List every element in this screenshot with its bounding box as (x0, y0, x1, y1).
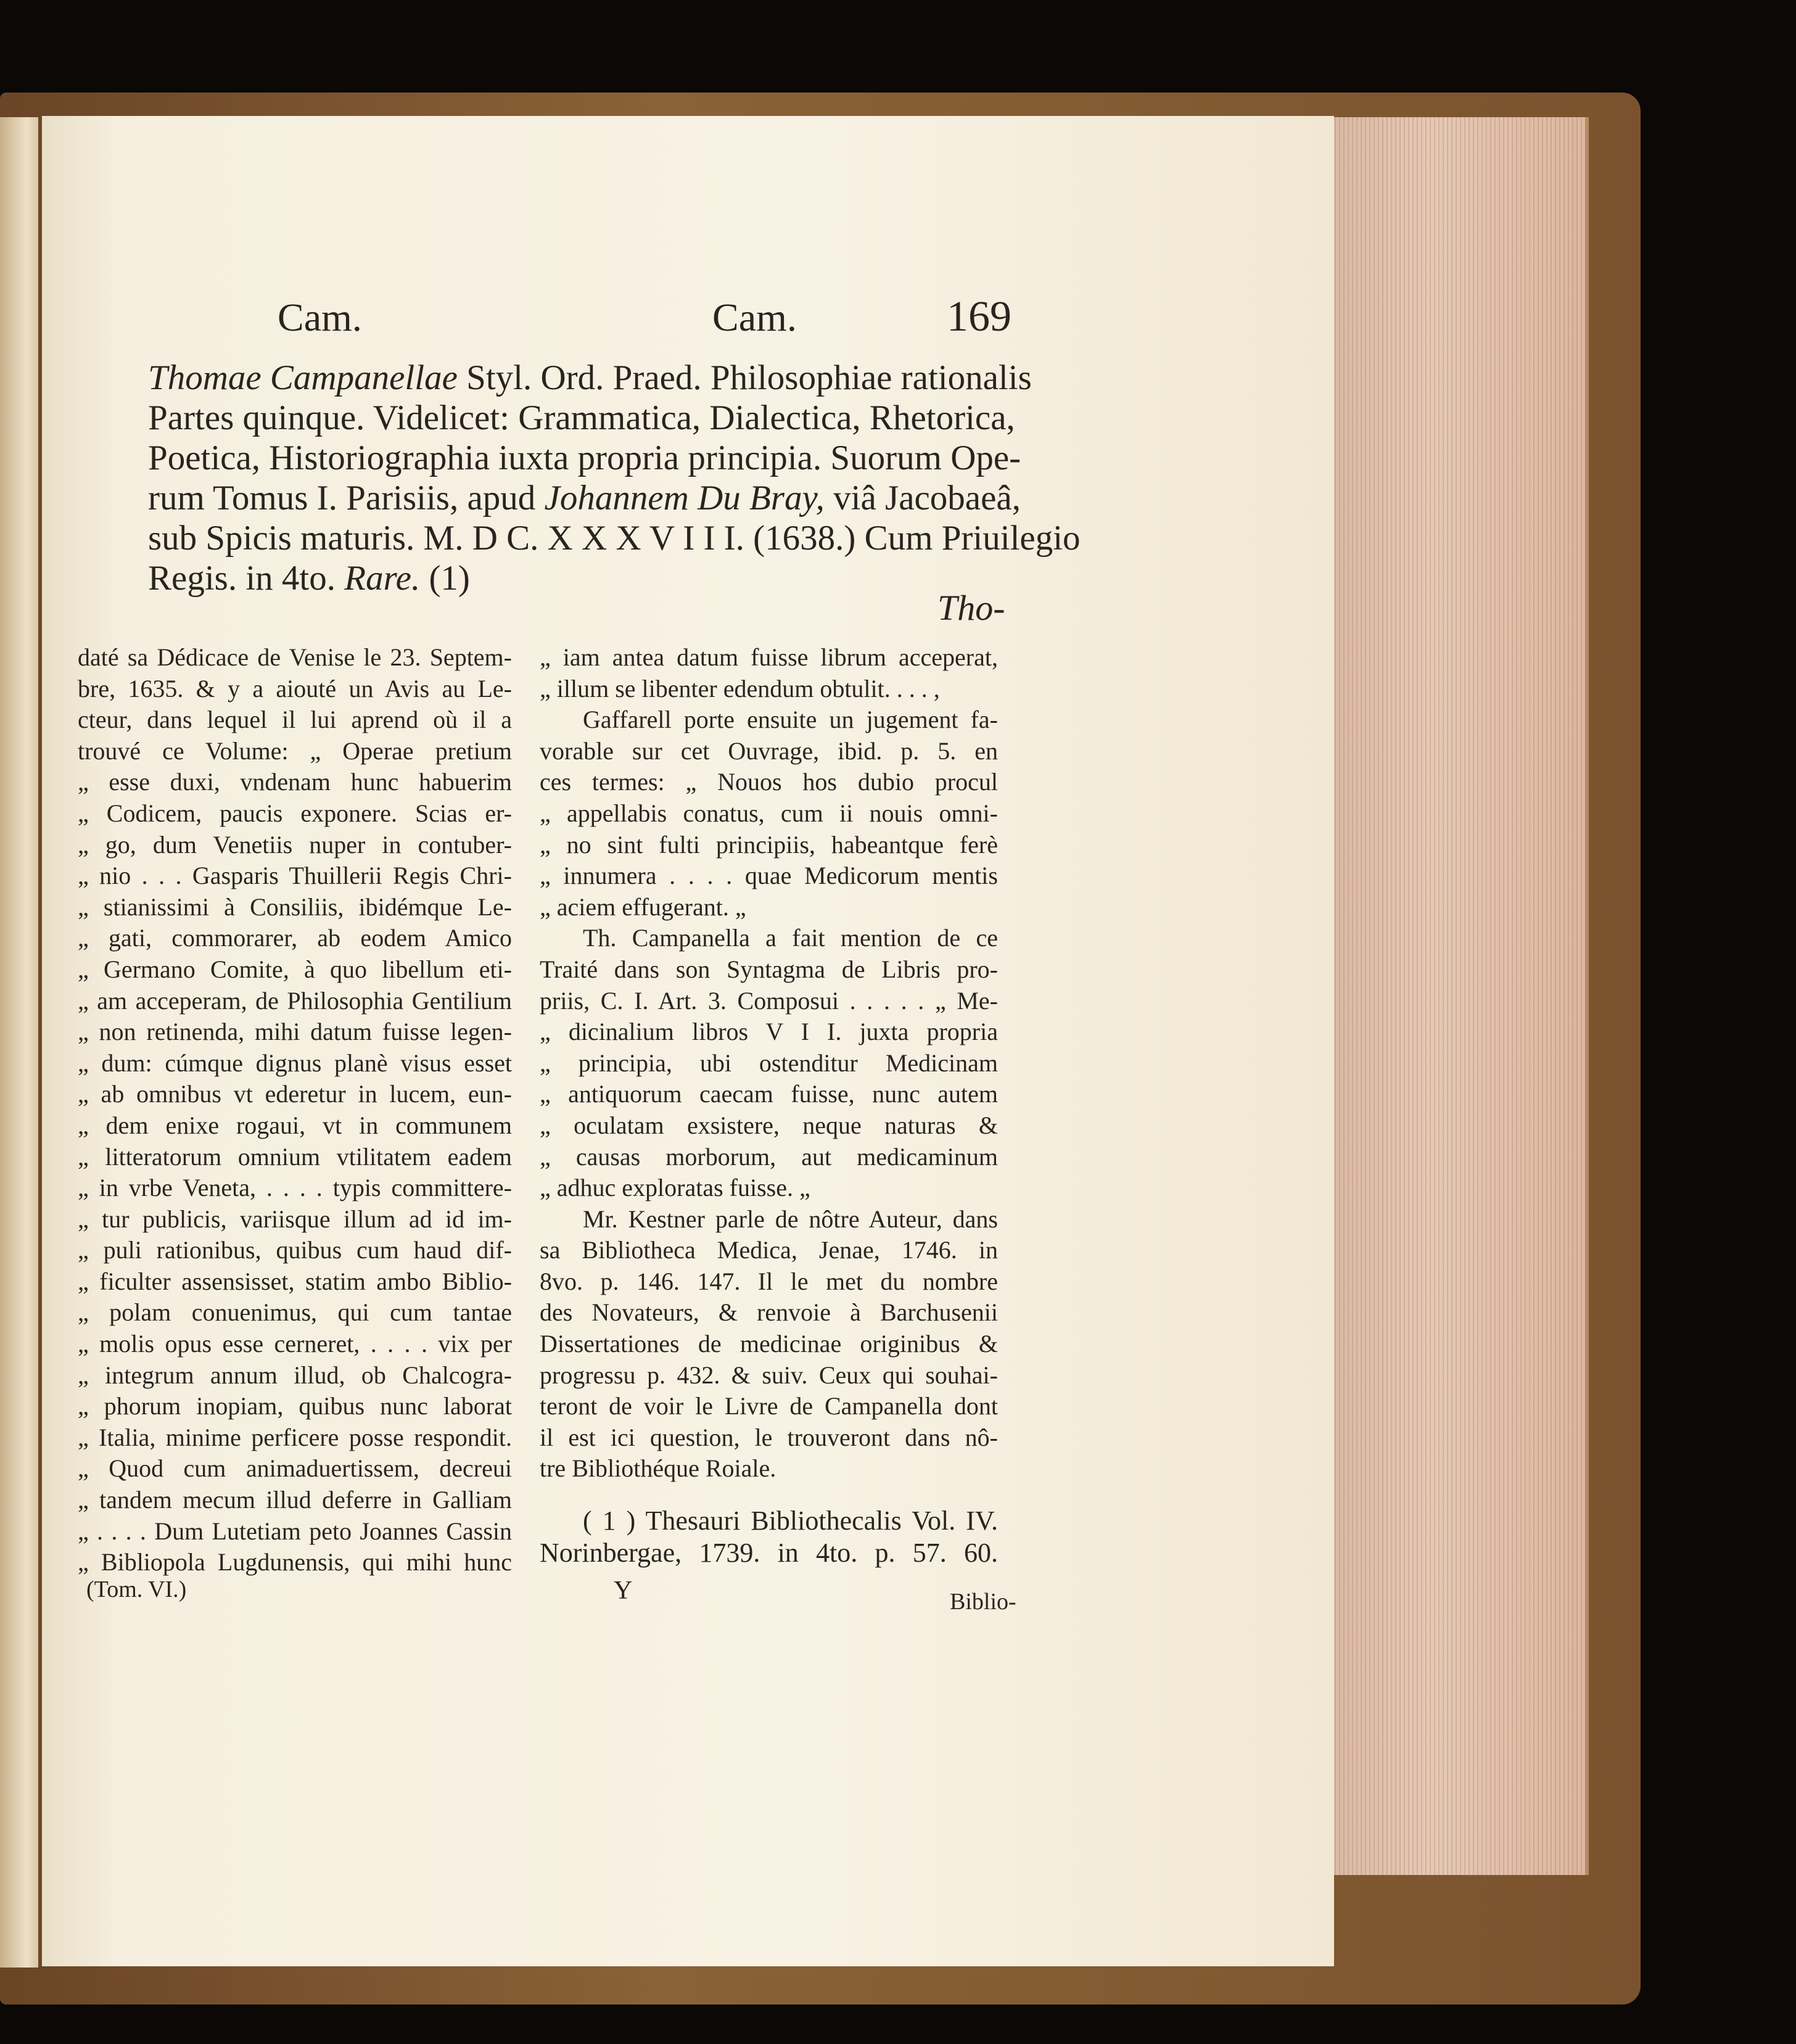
text-line: 8vo. p. 146. 147. Il le met du nombre (540, 1267, 998, 1295)
text-line: „ polam conuenimus, qui cum tantae (78, 1298, 512, 1327)
text-line: „ innumera . . . . quae Medicorum mentis (540, 862, 998, 890)
text-line: „ dicinalium libros V I I. juxta propria (540, 1018, 998, 1046)
page-number: 169 (947, 293, 1011, 340)
text-line: „ iam antea datum fuisse librum acceperat, (540, 643, 998, 671)
text-line: tre Bibliothéque Roiale. (540, 1454, 776, 1483)
text-line: trouvé ce Volume: „ Operae pretium (78, 736, 512, 765)
text-line: teront de voir le Livre de Campanella dont (540, 1392, 998, 1420)
text-line: „ appellabis conatus, cum ii nouis omni- (540, 799, 998, 827)
page-block-edges (1326, 117, 1589, 1875)
running-head-center: Cam. (712, 295, 797, 339)
text-line: „ in vrbe Veneta, . . . . typis committere- (78, 1174, 512, 1202)
entry-line: sub Spicis maturis. M. D C. X X X V I I I. (1638.) Cum Priuilegio (148, 519, 1081, 558)
text-line: „ esse duxi, vndenam hunc habuerim (78, 768, 512, 796)
rare-label: Rare. (344, 559, 421, 598)
entry-line: rum Tomus I. Parisiis, apud Johannem Du Bray, viâ Jacobaeâ, (148, 479, 1021, 517)
text-line: „ Quod cum animaduertissem, decreui (78, 1454, 512, 1483)
text-line: bre, 1635. & y a aiouté un Avis au Le- (78, 674, 512, 703)
text-line: Traité dans son Syntagma de Libris pro- (540, 955, 998, 983)
text-line: Gaffarell porte ensuite un jugement fa- (583, 706, 998, 734)
text-line: „ puli rationibus, quibus cum haud dif- (78, 1236, 512, 1264)
text-line: priis, C. I. Art. 3. Composui . . . . . „ Me- (540, 986, 998, 1015)
text-line: Th. Campanella a fait mention de ce (583, 924, 998, 952)
text-line: „ causas morborum, aut medicaminum (540, 1142, 998, 1171)
catchword: Tho- (937, 588, 1005, 628)
text-line: „ tur publicis, variisque illum ad id im- (78, 1205, 512, 1233)
footnote-line: Norinbergae, 1739. in 4to. p. 57. 60. (540, 1538, 998, 1568)
text-line: „ aciem effugerant. „ (540, 892, 746, 921)
left-column (78, 642, 512, 1578)
entry-line: Thomae Campanellae Styl. Ord. Praed. Philosophiae rationalis (148, 358, 1032, 397)
text-line: „ non retinenda, mihi datum fuisse legen- (78, 1018, 512, 1046)
text-line: „ go, dum Venetiis nuper in contuber- (78, 830, 512, 859)
tome-label: (Tom. VI.) (86, 1576, 187, 1602)
entry-line: Regis. in 4to. Rare. (1) (148, 559, 470, 598)
text-line: ces termes: „ Nouos hos dubio procul (540, 768, 998, 796)
left-page-edge (0, 117, 38, 1968)
author-name: Thomae Campanellae (148, 358, 458, 397)
text-line: „ . . . . Dum Lutetiam peto Joannes Cassin (78, 1517, 512, 1545)
text-line: „ gati, commorarer, ab eodem Amico (78, 924, 512, 952)
text-line: sa Bibliotheca Medica, Jenae, 1746. in (540, 1236, 998, 1264)
text-line: „ Italia, minime perficere posse respondit. (78, 1423, 512, 1451)
text-line: „ illum se libenter edendum obtulit. . . . , (540, 674, 940, 703)
text-line: „ am acceperam, de Philosophia Gentilium (78, 986, 512, 1015)
text-line: il est ici question, le trouveront dans nô- (540, 1423, 998, 1451)
publisher-name: Johannem Du Bray, (544, 479, 825, 517)
text-line: „ oculatam exsistere, neque naturas & (540, 1111, 998, 1139)
text-line: „ stianissimi à Consiliis, ibidémque Le- (78, 892, 512, 921)
running-head-left: Cam. (278, 295, 362, 339)
text-line: „ litteratorum omnium vtilitatem eadem (78, 1142, 512, 1171)
text-line: „ dum: cúmque dignus planè visus esset (78, 1049, 512, 1077)
text-line: „ antiquorum caecam fuisse, nunc autem (540, 1080, 998, 1108)
text-line: Mr. Kestner parle de nôtre Auteur, dans (583, 1205, 998, 1233)
text-line: des Novateurs, & renvoie à Barchusenii (540, 1298, 998, 1327)
signature-mark: Y (614, 1576, 633, 1605)
text-line: „ adhuc exploratas fuisse. „ (540, 1174, 810, 1202)
text-line: „ ab omnibus vt ederetur in lucem, eun- (78, 1080, 512, 1108)
footnote (540, 1505, 998, 1569)
text-line: vorable sur cet Ouvrage, ibid. p. 5. en (540, 736, 998, 765)
text-line: daté sa Dédicace de Venise le 23. Septem- (78, 643, 512, 671)
text-line: „ principia, ubi ostenditur Medicinam (540, 1049, 998, 1077)
text-line: „ tandem mecum illud deferre in Galliam (78, 1486, 512, 1514)
text-line: „ dem enixe rogaui, vt in communem (78, 1111, 512, 1139)
bibliographic-entry (148, 358, 1081, 598)
text-line: „ molis opus esse cerneret, . . . . vix per (78, 1330, 512, 1358)
text-line: progressu p. 432. & suiv. Ceux qui souhai- (540, 1361, 998, 1389)
text-line: „ integrum annum illud, ob Chalcogra- (78, 1361, 512, 1389)
footnote-line: ( 1 ) Thesauri Bibliothecalis Vol. IV. (583, 1506, 998, 1536)
text-line: „ ficulter assensisset, statim ambo Biblio- (78, 1267, 512, 1295)
text-line: „ Codicem, paucis exponere. Scias er- (78, 799, 512, 827)
text-line: „ nio . . . Gasparis Thuillerii Regis Chri- (78, 862, 512, 890)
bottom-catchword: Biblio- (950, 1589, 1016, 1615)
text-line: „ Bibliopola Lugdunensis, qui mihi hunc (78, 1548, 512, 1576)
right-column (540, 642, 998, 1485)
text-line: „ phorum inopiam, quibus nunc laborat (78, 1392, 512, 1420)
text-line: Dissertationes de medicinae originibus & (540, 1330, 998, 1358)
text-line: „ Germano Comite, à quo libellum eti- (78, 955, 512, 983)
text-line: „ no sint fulti principiis, habeantque ferè (540, 830, 998, 859)
text-line: cteur, dans lequel il lui aprend où il a (78, 706, 512, 734)
entry-line: Poetica, Historiographia iuxta propria principia. Suorum Ope- (148, 439, 1021, 477)
entry-line: Partes quinque. Videlicet: Grammatica, Dialectica, Rhetorica, (148, 398, 1015, 437)
